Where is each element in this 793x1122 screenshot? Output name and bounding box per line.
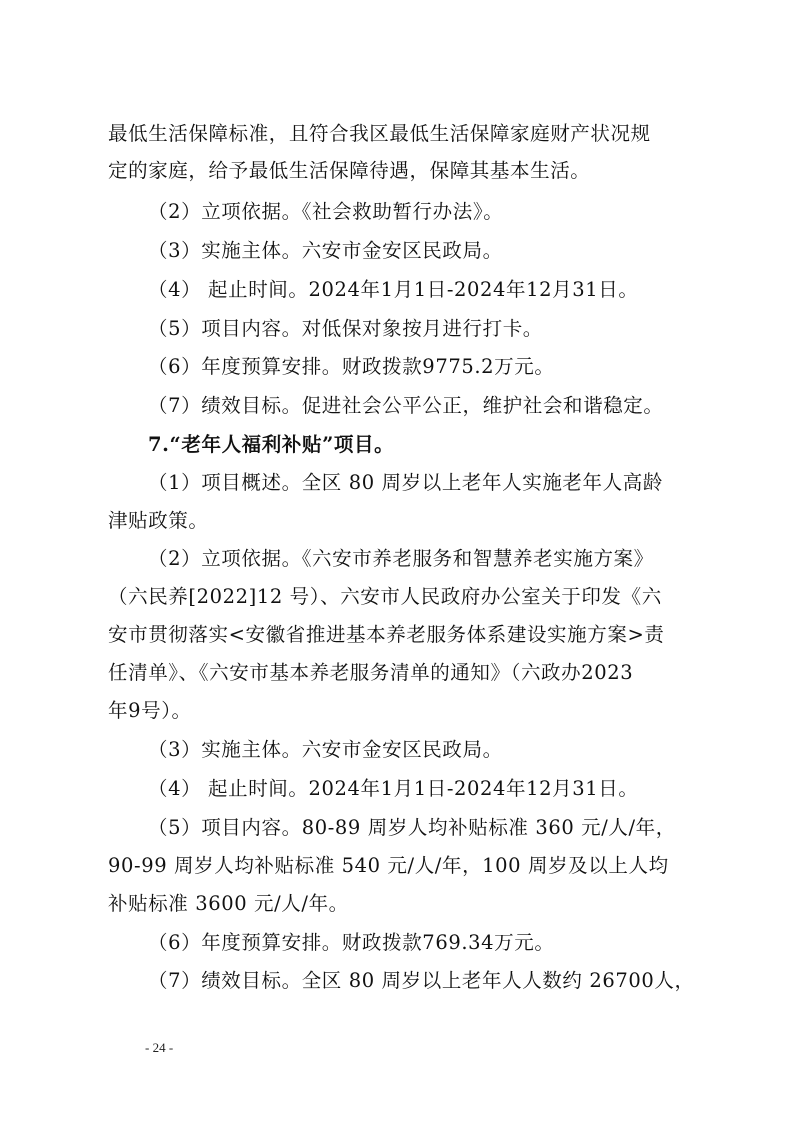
page-number: - 24 - [145,1040,174,1055]
paragraph-line: 任清单》、《六安市基本养老服务清单的通知》（六政办2023 [108,661,634,684]
paragraph-line: （7）绩效目标。全区 80 周岁以上老年人人数约 26700人， [148,969,695,992]
paragraph-line: （5）项目内容。对低保对象按月进行打卡。 [148,317,543,340]
paragraph-line: （2）立项依据。《社会救助暂行办法》。 [148,200,504,223]
paragraph-line: （4） 起止时间。2024年1月1日-2024年12月31日。 [148,278,639,301]
paragraph-line: 年9号）。 [108,699,192,722]
paragraph-line: （5）项目内容。80-89 周岁人均补贴标准 360 元/人/年， [148,816,676,839]
paragraph-line: （4） 起止时间。2024年1月1日-2024年12月31日。 [148,777,639,800]
paragraph-line: （3）实施主体。六安市金安区民政局。 [148,738,503,761]
paragraph-line: （3）实施主体。六安市金安区民政局。 [148,239,503,262]
paragraph-line: （6）年度预算安排。财政拨款9775.2万元。 [148,355,555,378]
paragraph-line: 津贴政策。 [108,509,209,532]
paragraph-line: 补贴标准 3600 元/人/年。 [108,892,349,915]
paragraph-line: 最低生活保障标准，且符合我区最低生活保障家庭财产状况规 [108,122,651,145]
paragraph-line: （六民养[2022]12 号）、六安市人民政府办公室关于印发《六 [108,585,662,608]
paragraph-line: 安市贯彻落实<安徽省推进基本养老服务体系建设实施方案>责 [108,623,665,646]
paragraph-line: （1）项目概述。全区 80 周岁以上老年人实施老年人高龄 [148,471,663,494]
paragraph-line: （7）绩效目标。促进社会公平公正，维护社会和谐稳定。 [148,394,664,417]
paragraph-line: 定的家庭，给予最低生活保障待遇，保障其基本生活。 [108,159,591,182]
section-heading: 7.“老年人福利补贴”项目。 [148,433,395,456]
paragraph-line: （2）立项依据。《六安市养老服务和智慧养老实施方案》 [148,547,654,570]
paragraph-line: （6）年度预算安排。财政拨款769.34万元。 [148,931,555,954]
paragraph-line: 90-99 周岁人均补贴标准 540 元/人/年，100 周岁及以上人均 [108,854,669,877]
